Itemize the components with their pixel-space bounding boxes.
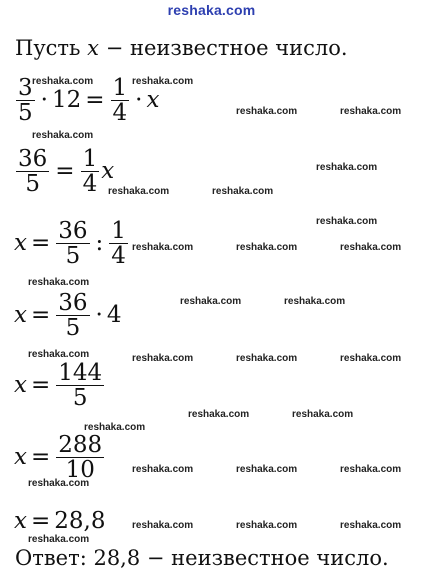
equation-step-1: $\frac{3}{5}$ · 12 = $\frac{1}{4}$ · x bbox=[18, 75, 160, 127]
answer-line: Ответ: 28,8 − неизвестное число. bbox=[15, 546, 389, 570]
watermark: reshaka.com bbox=[28, 534, 90, 545]
watermark: reshaka.com bbox=[180, 296, 242, 307]
watermark: reshaka.com bbox=[236, 242, 298, 253]
watermark: reshaka.com bbox=[292, 409, 354, 420]
watermark: reshaka.com bbox=[284, 296, 346, 307]
intro-line bbox=[15, 36, 348, 60]
intro-variable: x bbox=[87, 36, 100, 60]
watermark: reshaka.com bbox=[340, 353, 402, 364]
intro-suffix: − неизвестное число. bbox=[105, 36, 348, 60]
watermark: reshaka.com bbox=[236, 520, 298, 531]
watermark: reshaka.com bbox=[340, 464, 402, 475]
watermark: reshaka.com bbox=[132, 76, 194, 87]
watermark-header: reshaka.com bbox=[167, 2, 256, 18]
watermark: reshaka.com bbox=[132, 520, 194, 531]
fraction: $\frac{288}{10}$ bbox=[58, 432, 103, 484]
fraction: $\frac{36}{5}$ bbox=[58, 290, 88, 342]
fraction: $\frac{36}{5}$ bbox=[18, 146, 48, 198]
watermark: reshaka.com bbox=[28, 349, 90, 360]
watermark: reshaka.com bbox=[212, 186, 274, 197]
watermark: reshaka.com bbox=[28, 277, 90, 288]
fraction: $\frac{1}{4}$ bbox=[112, 75, 128, 127]
fraction: $\frac{144}{5}$ bbox=[58, 360, 103, 412]
watermark: reshaka.com bbox=[236, 106, 298, 117]
fraction: $\frac{1}{4}$ bbox=[82, 146, 98, 198]
watermark: reshaka.com bbox=[32, 76, 94, 87]
equation-step-7: x = 28,8 bbox=[14, 507, 106, 534]
watermark: reshaka.com bbox=[340, 242, 402, 253]
watermark: reshaka.com bbox=[108, 186, 170, 197]
watermark: reshaka.com bbox=[236, 353, 298, 364]
equation-step-5: x = $\frac{144}{5}$ bbox=[14, 360, 103, 412]
watermark: reshaka.com bbox=[32, 130, 94, 141]
watermark: reshaka.com bbox=[316, 162, 378, 173]
equation-step-2: $\frac{36}{5}$ = $\frac{1}{4}$ x bbox=[18, 146, 115, 198]
equation-step-3: x = $\frac{36}{5}$ : $\frac{1}{4}$ bbox=[14, 218, 126, 270]
watermark: reshaka.com bbox=[188, 409, 250, 420]
equation-step-6: x = $\frac{288}{10}$ bbox=[14, 432, 103, 484]
watermark: reshaka.com bbox=[132, 242, 194, 253]
fraction: $\frac{36}{5}$ bbox=[58, 218, 88, 270]
watermark: reshaka.com bbox=[84, 422, 146, 433]
watermark: reshaka.com bbox=[340, 520, 402, 531]
watermark: reshaka.com bbox=[236, 464, 298, 475]
watermark: reshaka.com bbox=[28, 478, 90, 489]
watermark: reshaka.com bbox=[316, 216, 378, 227]
watermark: reshaka.com bbox=[132, 464, 194, 475]
watermark: reshaka.com bbox=[340, 106, 402, 117]
fraction: $\frac{3}{5}$ bbox=[18, 75, 33, 127]
watermark: reshaka.com bbox=[132, 353, 194, 364]
equation-step-4: x = $\frac{36}{5}$ · 4 bbox=[14, 290, 122, 342]
intro-prefix: Пусть bbox=[15, 36, 81, 60]
fraction: $\frac{1}{4}$ bbox=[111, 218, 126, 270]
